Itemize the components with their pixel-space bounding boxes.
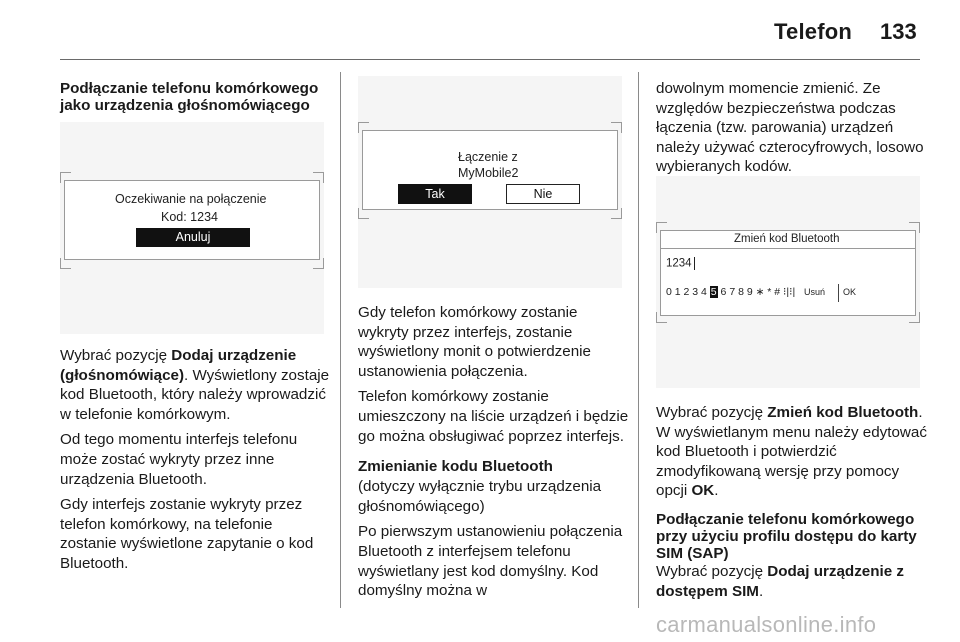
section-heading-change-code: Zmienianie kodu Bluetooth	[358, 458, 553, 476]
digit-keypad[interactable]: 0 1 2 3 4 5 6 7 8 9 ∗ * # ⁝|⁝|	[666, 286, 796, 298]
frame-corner	[60, 172, 71, 183]
column-1-body	[60, 346, 332, 580]
screenshot-change-code	[656, 176, 920, 388]
paragraph: Wybrać pozycję Dodaj urządzenie (głośnomówiące). Wyświetlony zostaje kod Bluetooth, który należy wprowadzić w telefonie komórkowym.	[60, 347, 330, 423]
screenshot-waiting-connection	[60, 122, 324, 334]
display-code-text: Kod: 1234	[161, 210, 218, 224]
frame-corner	[313, 258, 324, 269]
ok-key[interactable]: OK	[843, 287, 857, 297]
frame-corner	[909, 222, 920, 233]
page-header-title: Telefon	[774, 19, 852, 44]
column-3-top	[656, 79, 928, 183]
section-heading-handsfree: Podłączanie telefonu komórkowego jako urządzenia głośnomówiącego	[60, 80, 319, 114]
frame-corner	[611, 208, 622, 219]
menu-option-add-device: Dodaj urządzenie (głośnomówiące)	[60, 347, 297, 384]
code-input[interactable]	[666, 257, 695, 270]
header-divider	[60, 59, 920, 60]
menu-option-change-code: Zmień kod Bluetooth	[767, 404, 919, 421]
frame-corner	[358, 208, 369, 219]
frame-corner	[313, 172, 324, 183]
paragraph: Wybrać pozycję Zmień kod Bluetooth. W wyświetlanym menu należy edytować kod Bluetooth i potwierdzić zmodyfikowaną wersję przy pomocy opcji OK.	[656, 404, 927, 500]
selected-digit-key[interactable]: 5	[710, 286, 717, 298]
display-title-divider	[660, 248, 916, 249]
code-value: 1234	[666, 257, 692, 270]
column-divider-2	[638, 72, 639, 608]
column-3-body	[656, 403, 928, 607]
text-cursor	[694, 257, 695, 270]
delete-key[interactable]: Usuń	[804, 287, 826, 297]
paragraph: Wybrać pozycję Dodaj urządzenie z dostępem SIM.	[656, 562, 904, 600]
page-number: 133	[880, 19, 917, 44]
paragraph: (dotyczy wyłącznie trybu urządzenia głośnomówiącego)	[358, 478, 602, 515]
frame-corner	[60, 258, 71, 269]
frame-corner	[909, 312, 920, 323]
column-divider-1	[340, 72, 341, 608]
frame-corner	[611, 122, 622, 133]
screenshot-connect-confirm	[358, 76, 622, 288]
paragraph: Telefon komórkowy zostanie umieszczony na liście urządzeń i będzie go można obsługiwać poprzez interfejs.	[358, 388, 629, 445]
key-separator	[838, 284, 839, 302]
frame-corner	[656, 312, 667, 323]
display-title: Zmień kod Bluetooth	[734, 233, 840, 245]
menu-option-add-sim-device: Dodaj urządzenie z dostępem SIM	[656, 562, 904, 600]
paragraph: Po pierwszym ustanowieniu połączenia Bluetooth z interfejsem telefonu wyświetlany jest kod domyślny. Kod domyślny można w	[358, 523, 623, 600]
no-button[interactable]: Nie	[506, 184, 580, 204]
frame-corner	[358, 122, 369, 133]
paragraph: dowolnym momencie zmienić. Ze względów bezpieczeństwa podczas łączenia (tzw. parowania) urządzeń należy używać czterocyfrowych, losowo wybieranych kodów.	[656, 80, 924, 176]
paragraph: Od tego momentu interfejs telefonu może zostać wykryty przez inne urządzenia Bluetooth.	[60, 431, 298, 488]
yes-button[interactable]: Tak	[398, 184, 472, 204]
display-connecting-text: Łączenie z	[458, 150, 518, 164]
frame-corner	[656, 222, 667, 233]
cancel-button[interactable]: Anuluj	[136, 228, 250, 247]
column-2-body	[358, 303, 630, 607]
paragraph: Gdy telefon komórkowy zostanie wykryty przez interfejs, zostanie wyświetlony monit o potwierdzenie ustanowienia połączenia.	[358, 304, 591, 380]
column-1	[60, 80, 328, 114]
display-status-text: Oczekiwanie na połączenie	[115, 192, 267, 206]
menu-option-ok: OK	[691, 482, 715, 500]
display-device-name: MyMobile2	[458, 166, 519, 180]
paragraph: Gdy interfejs zostanie wykryty przez telefon komórkowy, na telefonie zostanie wyświetlone zapytanie o kod Bluetooth.	[60, 496, 314, 572]
watermark-text: carmanualsonline.info	[656, 612, 877, 637]
section-heading-sap: Podłączanie telefonu komórkowego przy użyciu profilu dostępu do karty SIM (SAP)	[656, 510, 917, 562]
